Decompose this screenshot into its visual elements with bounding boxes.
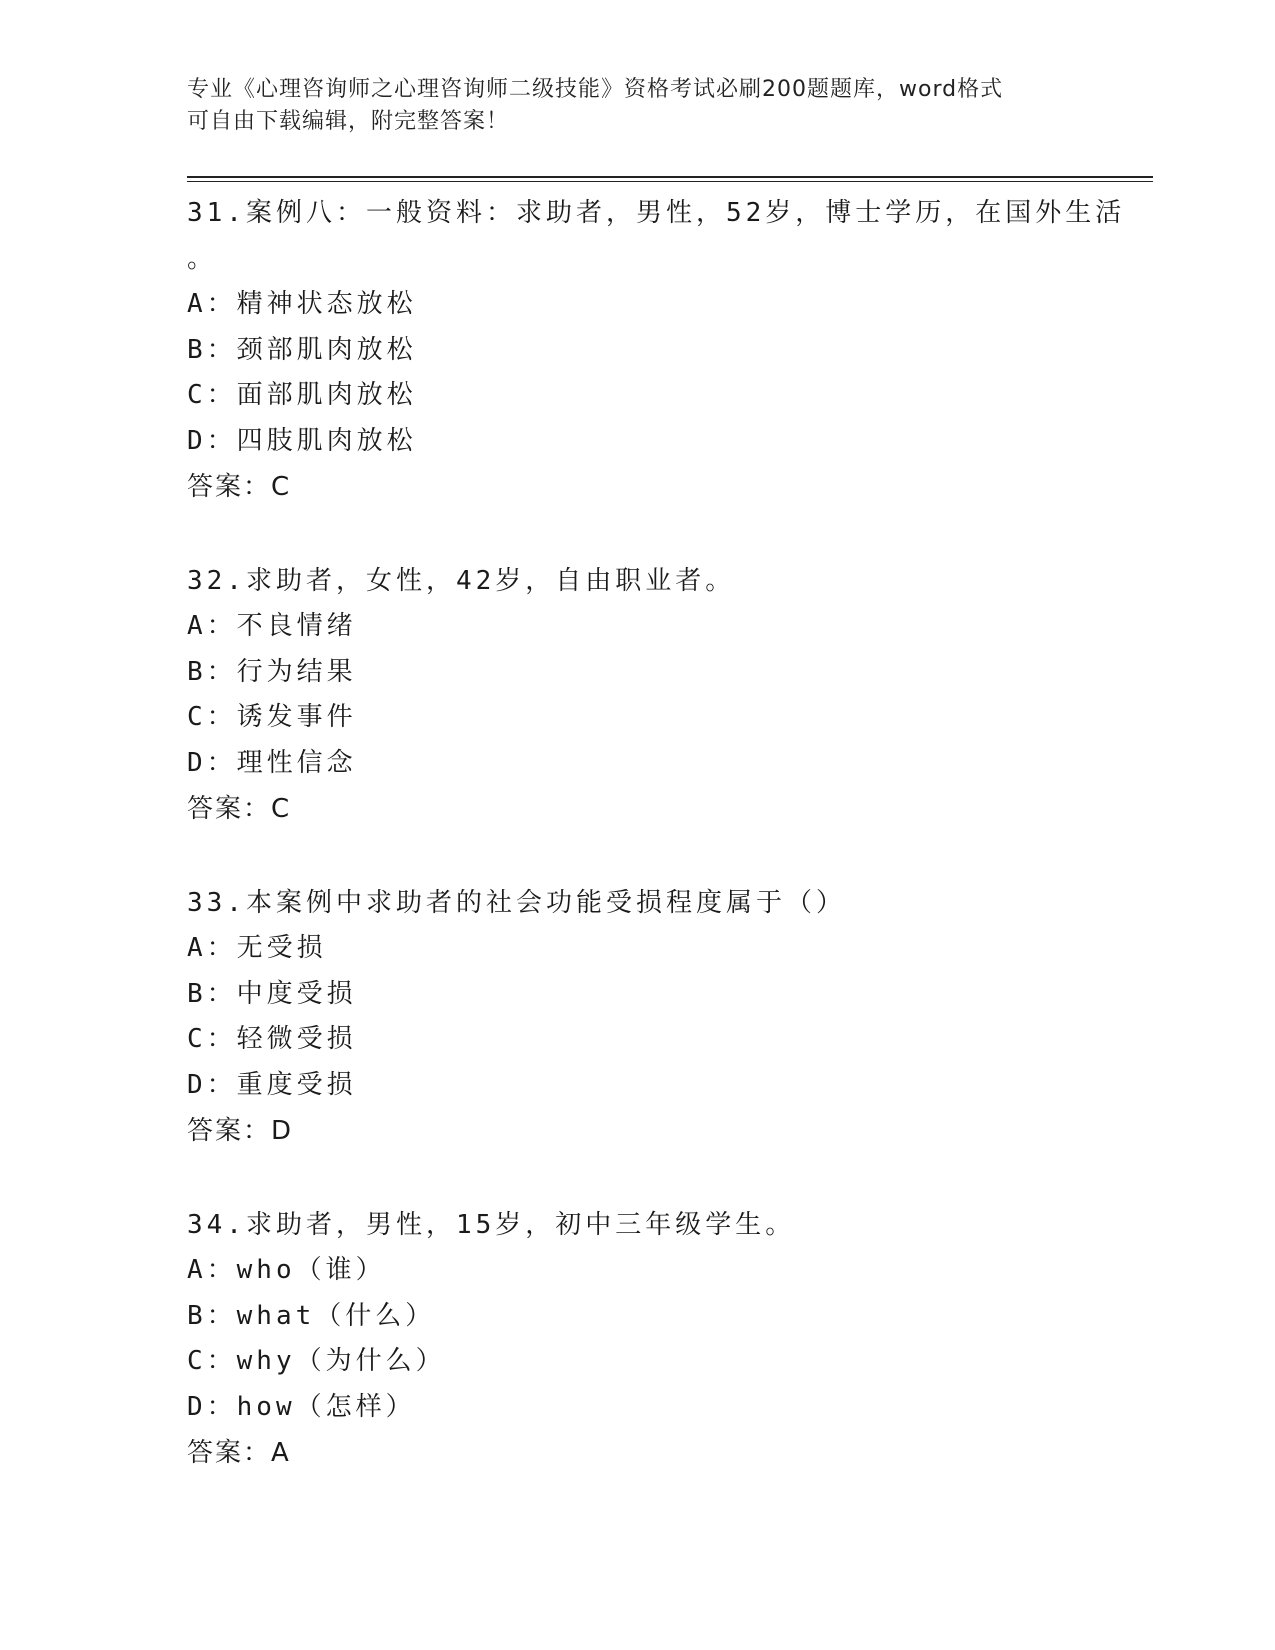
option-b: B：what（什么） — [187, 1300, 436, 1331]
question-stem: 32.求助者，女性，42岁，自由职业者。 — [187, 566, 736, 596]
header-divider-thin — [187, 181, 1153, 182]
option-d: D：how（怎样） — [187, 1391, 416, 1422]
option-d: D：四肢肌肉放松 — [187, 425, 417, 456]
option-a: A：who（谁） — [187, 1255, 386, 1285]
question-34 — [187, 1202, 1147, 1476]
option-d: D：重度受损 — [187, 1069, 357, 1100]
question-33 — [187, 880, 1147, 1154]
answer-line: 答案：A — [187, 1438, 291, 1468]
option-c: C：轻微受损 — [187, 1024, 357, 1054]
option-c: C：面部肌肉放松 — [187, 380, 417, 410]
document-header — [187, 74, 1087, 138]
option-b: B：中度受损 — [187, 978, 357, 1009]
question-stem-continuation: 。 — [187, 244, 218, 274]
question-stem: 34.求助者，男性，15岁，初中三年级学生。 — [187, 1210, 796, 1240]
option-b: B：颈部肌肉放松 — [187, 334, 417, 365]
option-c: C：诱发事件 — [187, 702, 357, 732]
option-a: A：精神状态放松 — [187, 289, 417, 319]
option-c: C：why（为什么） — [187, 1346, 446, 1376]
question-32 — [187, 558, 1147, 832]
question-stem: 31.案例八：一般资料：求助者，男性，52岁，博士学历，在国外生活 — [187, 198, 1126, 228]
answer-line: 答案：C — [187, 472, 292, 502]
question-31 — [187, 190, 1147, 510]
question-stem: 33.本案例中求助者的社会功能受损程度属于（） — [187, 888, 846, 918]
header-line-2: 可自由下载编辑，附完整答案！ — [187, 109, 510, 134]
answer-line: 答案：D — [187, 1116, 294, 1146]
question-list — [187, 190, 1147, 1524]
header-line-1: 专业《心理咨询师之心理咨询师二级技能》资格考试必刷200题题库，word格式 — [187, 77, 1004, 102]
answer-line: 答案：C — [187, 794, 292, 824]
option-d: D：理性信念 — [187, 747, 357, 778]
option-a: A：无受损 — [187, 933, 327, 963]
option-a: A：不良情绪 — [187, 611, 357, 641]
option-b: B：行为结果 — [187, 656, 357, 687]
header-divider-thick — [187, 176, 1153, 178]
